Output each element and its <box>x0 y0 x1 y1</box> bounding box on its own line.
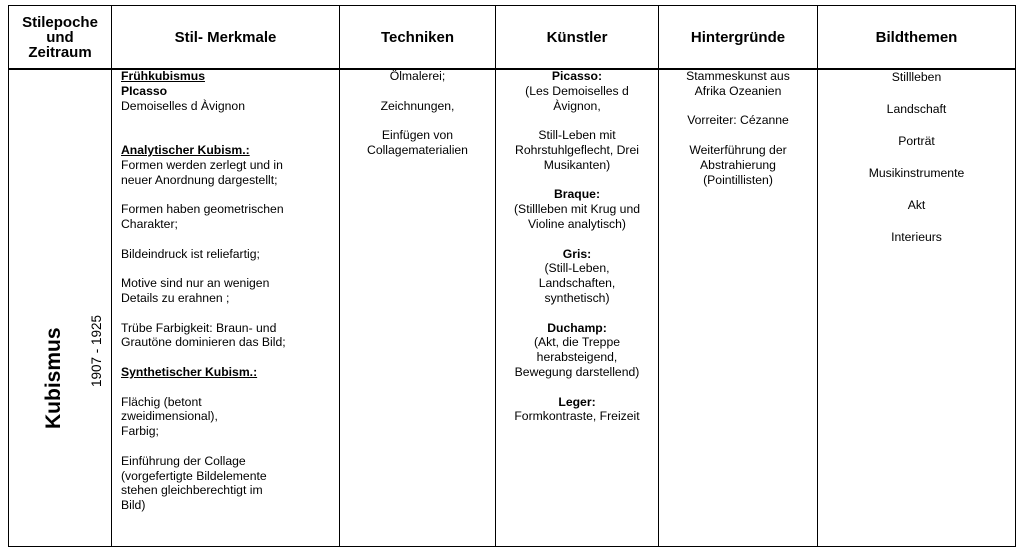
artist-name: Leger: <box>558 394 596 409</box>
artist-text: herabsteigend, <box>536 350 618 365</box>
artist-text: (Les Demoiselles d <box>525 83 629 98</box>
header-techniques: Techniken <box>380 28 455 46</box>
artist-text: Rohrstuhlgeflecht, Drei <box>515 142 639 157</box>
theme-item: Porträt <box>898 134 935 148</box>
cubism-table <box>8 5 1016 547</box>
background-text: Abstrahierung <box>700 157 776 172</box>
theme-item: Landschaft <box>886 102 947 116</box>
artist-text: (Still-Leben, <box>544 261 610 276</box>
feature-text: Formen haben geometrischen <box>121 202 284 217</box>
technique-text: Zeichnungen, <box>380 98 455 113</box>
epoch-cell <box>9 69 111 546</box>
epoch-name: Kubismus <box>42 327 65 429</box>
artist-text: Violine analytisch) <box>527 216 626 231</box>
artist-text: Still-Leben mit <box>538 128 616 143</box>
artist-name: PIcasso <box>121 83 168 98</box>
header-artists: Künstler <box>546 28 608 46</box>
theme-item: Interieurs <box>891 230 942 244</box>
feature-text: zweidimensional), <box>121 409 218 424</box>
techniques-cell <box>340 69 495 158</box>
technique-text: Einfügen von <box>381 128 454 143</box>
background-text: Weiterführung der <box>689 142 787 157</box>
feature-text: Charakter; <box>121 216 178 231</box>
artist-text: synthetisch) <box>544 290 610 305</box>
feature-text: Bild) <box>121 498 146 513</box>
technique-text: Ölmalerei; <box>389 69 446 83</box>
feature-text: Trübe Farbigkeit: Braun- und <box>121 320 277 335</box>
backgrounds-cell <box>659 69 817 187</box>
background-text: Stammeskunst aus <box>686 69 790 83</box>
artist-text: Musikanten) <box>543 157 611 172</box>
artists-cell <box>496 69 658 424</box>
artist-text: Àvignon, <box>553 98 601 113</box>
theme-item: Musikinstrumente <box>868 166 965 180</box>
feature-text: Flächig (betont <box>121 394 202 409</box>
header-epoch-line: und <box>46 28 74 46</box>
feature-text: stehen gleichberechtigt im <box>121 483 263 498</box>
themes-cell <box>818 69 1015 245</box>
artist-name: Duchamp: <box>547 320 607 335</box>
feature-text: Grautöne dominieren das Bild; <box>121 335 286 350</box>
artist-text: (Stillleben mit Krug und <box>514 202 640 217</box>
header-features: Stil- Merkmale <box>174 28 277 46</box>
epoch-period: 1907 - 1925 <box>89 314 104 387</box>
artist-text: (Akt, die Treppe <box>533 335 621 350</box>
theme-item: Akt <box>907 198 926 212</box>
feature-text: (vorgefertigte Bildelemente <box>121 468 267 483</box>
feature-text: Bildeindruck ist reliefartig; <box>121 246 260 261</box>
header-epoch <box>9 6 111 68</box>
background-text: Afrika Ozeanien <box>694 83 782 98</box>
artist-name: Braque: <box>553 187 601 202</box>
artist-name: Picasso: <box>551 69 603 83</box>
features-cell <box>121 69 336 513</box>
feature-text: Demoiselles d Àvignon <box>121 98 245 113</box>
column-divider <box>111 6 112 546</box>
section-title: Frühkubismus <box>121 69 205 83</box>
header-epoch-line: Stilepoche <box>22 13 98 31</box>
feature-text: Einführung der Collage <box>121 453 246 468</box>
technique-text: Collagematerialien <box>367 142 468 157</box>
background-text: (Pointillisten) <box>703 172 773 187</box>
header-epoch-line: Zeitraum <box>28 43 92 61</box>
header-backgrounds: Hintergründe <box>690 28 786 46</box>
feature-text: Formen werden zerlegt und in <box>121 157 283 172</box>
theme-item: Stillleben <box>891 70 942 84</box>
artist-text: Bewegung darstellend) <box>514 364 640 379</box>
feature-text: Motive sind nur an wenigen <box>121 276 270 291</box>
feature-text: Details zu erahnen ; <box>121 290 230 305</box>
artist-text: Formkontraste, Freizeit <box>514 409 640 424</box>
artist-name: Gris: <box>562 246 592 261</box>
background-text: Vorreiter: Cézanne <box>687 113 789 128</box>
feature-text: neuer Anordnung dargestellt; <box>121 172 278 187</box>
header-themes: Bildthemen <box>875 28 958 46</box>
section-title: Analytischer Kubism.: <box>121 142 250 157</box>
artist-text: Landschaften, <box>538 276 616 291</box>
feature-text: Farbig; <box>121 424 159 439</box>
section-title: Synthetischer Kubism.: <box>121 364 258 379</box>
